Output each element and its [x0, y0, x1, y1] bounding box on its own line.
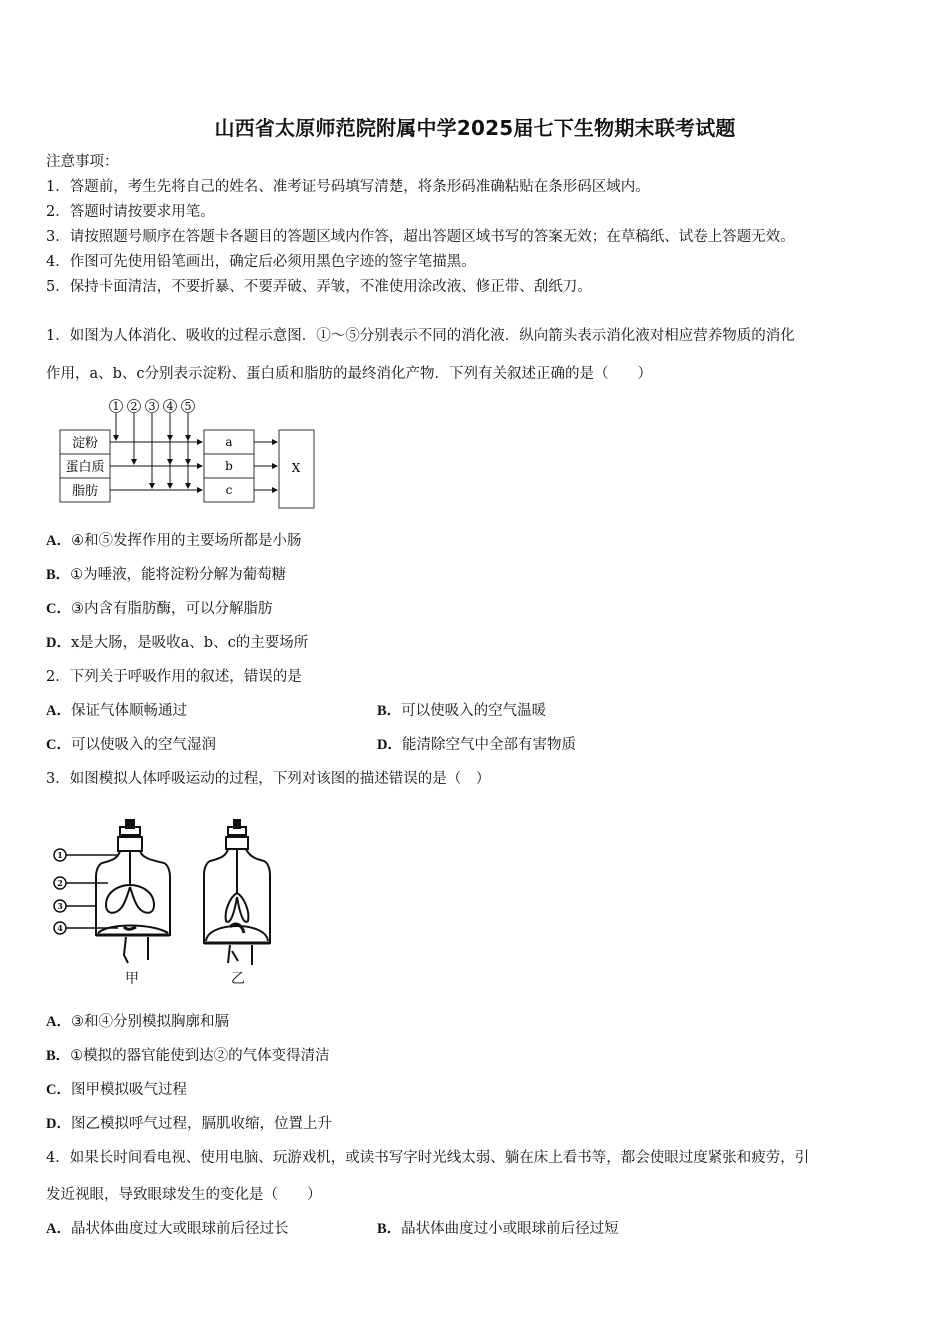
bottle-yi	[204, 820, 270, 965]
nutrient-fat: 脂肪	[71, 484, 99, 499]
option-text: 图甲模拟吸气过程	[70, 1082, 187, 1098]
svg-text:3: 3	[148, 400, 156, 413]
notice-heading: 注意事项：	[46, 154, 119, 170]
option-text: 晶状体曲度过大或眼球前后径过长	[70, 1221, 289, 1237]
q2-option-c	[46, 735, 216, 755]
svg-text:1: 1	[57, 850, 63, 860]
notice-item-1: 1．答题前，考生先将自己的姓名、准考证号码填写清楚，将条形码准确粘贴在条形码区域内。	[46, 179, 650, 195]
breathing-model-diagram	[48, 815, 278, 994]
option-letter: C．	[46, 737, 71, 753]
q3-option-d	[46, 1114, 332, 1134]
option-text: ③内含有脂肪酶，可以分解脂肪	[70, 601, 273, 617]
option-letter: A．	[46, 1014, 71, 1030]
q2-option-a	[46, 701, 187, 721]
svg-text:4: 4	[57, 923, 63, 933]
svg-text:4: 4	[166, 400, 174, 413]
bottle-jia	[96, 820, 170, 963]
q1-stem-line2: 作用，a、b、c分别表示淀粉、蛋白质和脂肪的最终消化产物．下列有关叙述正确的是（ ）	[46, 366, 653, 382]
option-letter: A．	[46, 1221, 71, 1237]
svg-text:1: 1	[112, 400, 120, 413]
q2-stem: 2．下列关于呼吸作用的叙述，错误的是	[46, 669, 302, 685]
option-letter: A．	[46, 533, 71, 549]
q1-stem-line1: 1．如图为人体消化、吸收的过程示意图．①～⑤分别表示不同的消化液．纵向箭头表示消化液对相应营养物质的消化	[46, 328, 795, 344]
q4-option-b	[377, 1219, 619, 1239]
option-letter: D．	[377, 737, 402, 753]
option-letter: B．	[46, 1048, 71, 1064]
svg-text:X: X	[291, 461, 301, 475]
option-letter: C．	[46, 601, 71, 617]
svg-text:2: 2	[130, 400, 138, 413]
notice-item-4: 4．作图可先使用铅笔画出，确定后必须用黑色字迹的签字笔描黑。	[46, 254, 476, 270]
q3-option-b	[46, 1046, 330, 1066]
caption-yi: 乙	[231, 971, 245, 987]
digestion-diagram	[56, 396, 326, 515]
option-letter: B．	[377, 1221, 402, 1237]
nutrient-protein: 蛋白质	[65, 460, 105, 475]
option-text: ①模拟的器官能使到达②的气体变得清洁	[70, 1048, 330, 1064]
q2-option-b	[377, 701, 546, 721]
svg-text:b: b	[225, 459, 233, 473]
option-text: ①为唾液，能将淀粉分解为葡萄糖	[70, 567, 287, 583]
q3-stem: 3．如图模拟人体呼吸运动的过程，下列对该图的描述错误的是（ ）	[46, 771, 491, 787]
notice-item-3: 3．请按照题号顺序在答题卡各题目的答题区域内作答，超出答题区域书写的答案无效；在草稿纸、试卷上答题无效。	[46, 229, 795, 245]
q3-option-c	[46, 1080, 187, 1100]
option-text: 图乙模拟呼气过程，膈肌收缩，位置上升	[70, 1116, 332, 1132]
option-text: 可以使吸入的空气湿润	[70, 737, 216, 753]
page-title: 山西省太原师范院附属中学2025届七下生物期末联考试题	[214, 116, 736, 140]
option-text: 晶状体曲度过小或眼球前后径过短	[401, 1221, 619, 1237]
svg-text:2: 2	[57, 878, 63, 888]
option-text: ④和⑤发挥作用的主要场所都是小肠	[70, 533, 302, 549]
q1-option-d	[46, 633, 308, 653]
option-letter: A．	[46, 703, 71, 719]
option-text: x是大肠，是吸收a、b、c的主要场所	[70, 635, 309, 651]
svg-text:c: c	[225, 483, 233, 497]
notice-item-2: 2．答题时请按要求用笔。	[46, 204, 215, 220]
option-text: 保证气体顺畅通过	[70, 703, 187, 719]
svg-text:3: 3	[57, 901, 63, 911]
option-letter: C．	[46, 1082, 71, 1098]
caption-jia: 甲	[125, 971, 139, 987]
q4-stem-line2: 发近视眼，导致眼球发生的变化是（ ）	[46, 1187, 322, 1203]
q3-option-a	[46, 1012, 229, 1032]
svg-text:5: 5	[184, 400, 192, 413]
option-letter: B．	[46, 567, 71, 583]
option-letter: D．	[46, 635, 71, 651]
svg-text:a: a	[225, 435, 233, 449]
option-text: ③和④分别模拟胸廓和膈	[70, 1014, 229, 1030]
option-letter: D．	[46, 1116, 71, 1132]
q4-stem-line1: 4．如果长时间看电视、使用电脑、玩游戏机，或读书写字时光线太弱、躺在床上看书等，都会使眼过度紧张和疲劳，引	[46, 1150, 810, 1166]
option-text: 可以使吸入的空气温暖	[401, 703, 547, 719]
q1-option-a	[46, 531, 301, 551]
q2-option-d	[377, 735, 576, 755]
q4-option-a	[46, 1219, 288, 1239]
notice-item-5: 5．保持卡面清洁，不要折暴、不要弄破、弄皱，不准使用涂改液、修正带、刮纸刀。	[46, 279, 592, 295]
option-text: 能清除空气中全部有害物质	[401, 737, 576, 753]
q1-option-c	[46, 599, 272, 619]
nutrient-starch: 淀粉	[71, 436, 99, 451]
option-letter: B．	[377, 703, 402, 719]
q1-option-b	[46, 565, 286, 585]
